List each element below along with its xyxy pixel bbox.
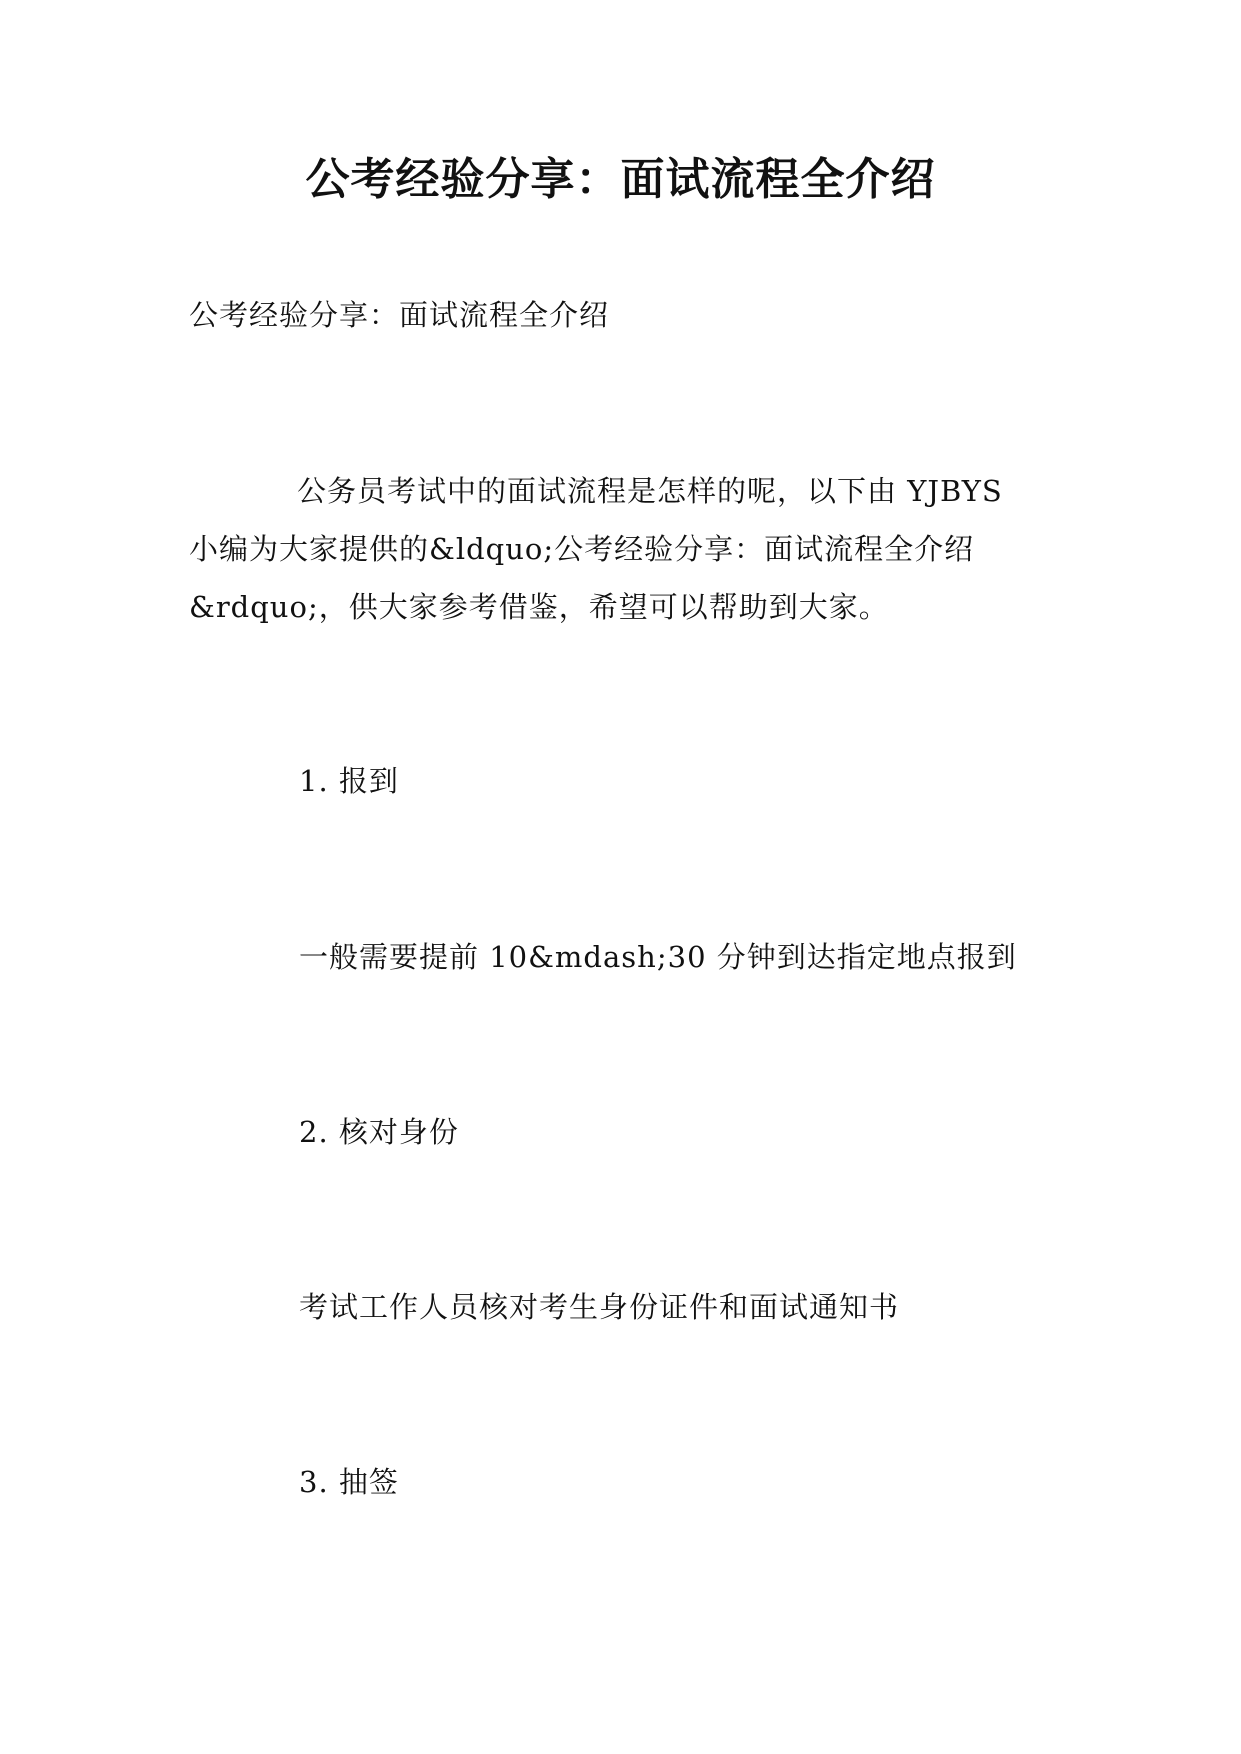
intro-line-1: [189, 462, 1069, 520]
document-subtitle: 公考经验分享：面试流程全介绍: [189, 298, 610, 332]
section-body-2: 考试工作人员核对考生身份证件和面试通知书: [299, 1290, 900, 1324]
section-heading-3: 3. 抽签: [299, 1465, 399, 1499]
section-body-1: 一般需要提前 10&mdash;30 分钟到达指定地点报到: [299, 940, 1017, 974]
section-heading-2: 2. 核对身份: [299, 1115, 459, 1149]
intro-line-2: 小编为大家提供的&ldquo;公考经验分享：面试流程全介绍: [189, 532, 975, 566]
section-heading-1: 1. 报到: [299, 764, 399, 798]
intro-line-1-text: 公务员考试中的面试流程是怎样的呢，以下由 YJBYS: [297, 474, 1003, 508]
document-title: 公考经验分享：面试流程全介绍: [305, 154, 936, 205]
intro-line-3: &rdquo;，供大家参考借鉴，希望可以帮助到大家。: [189, 590, 889, 624]
intro-paragraph: [189, 462, 1069, 636]
